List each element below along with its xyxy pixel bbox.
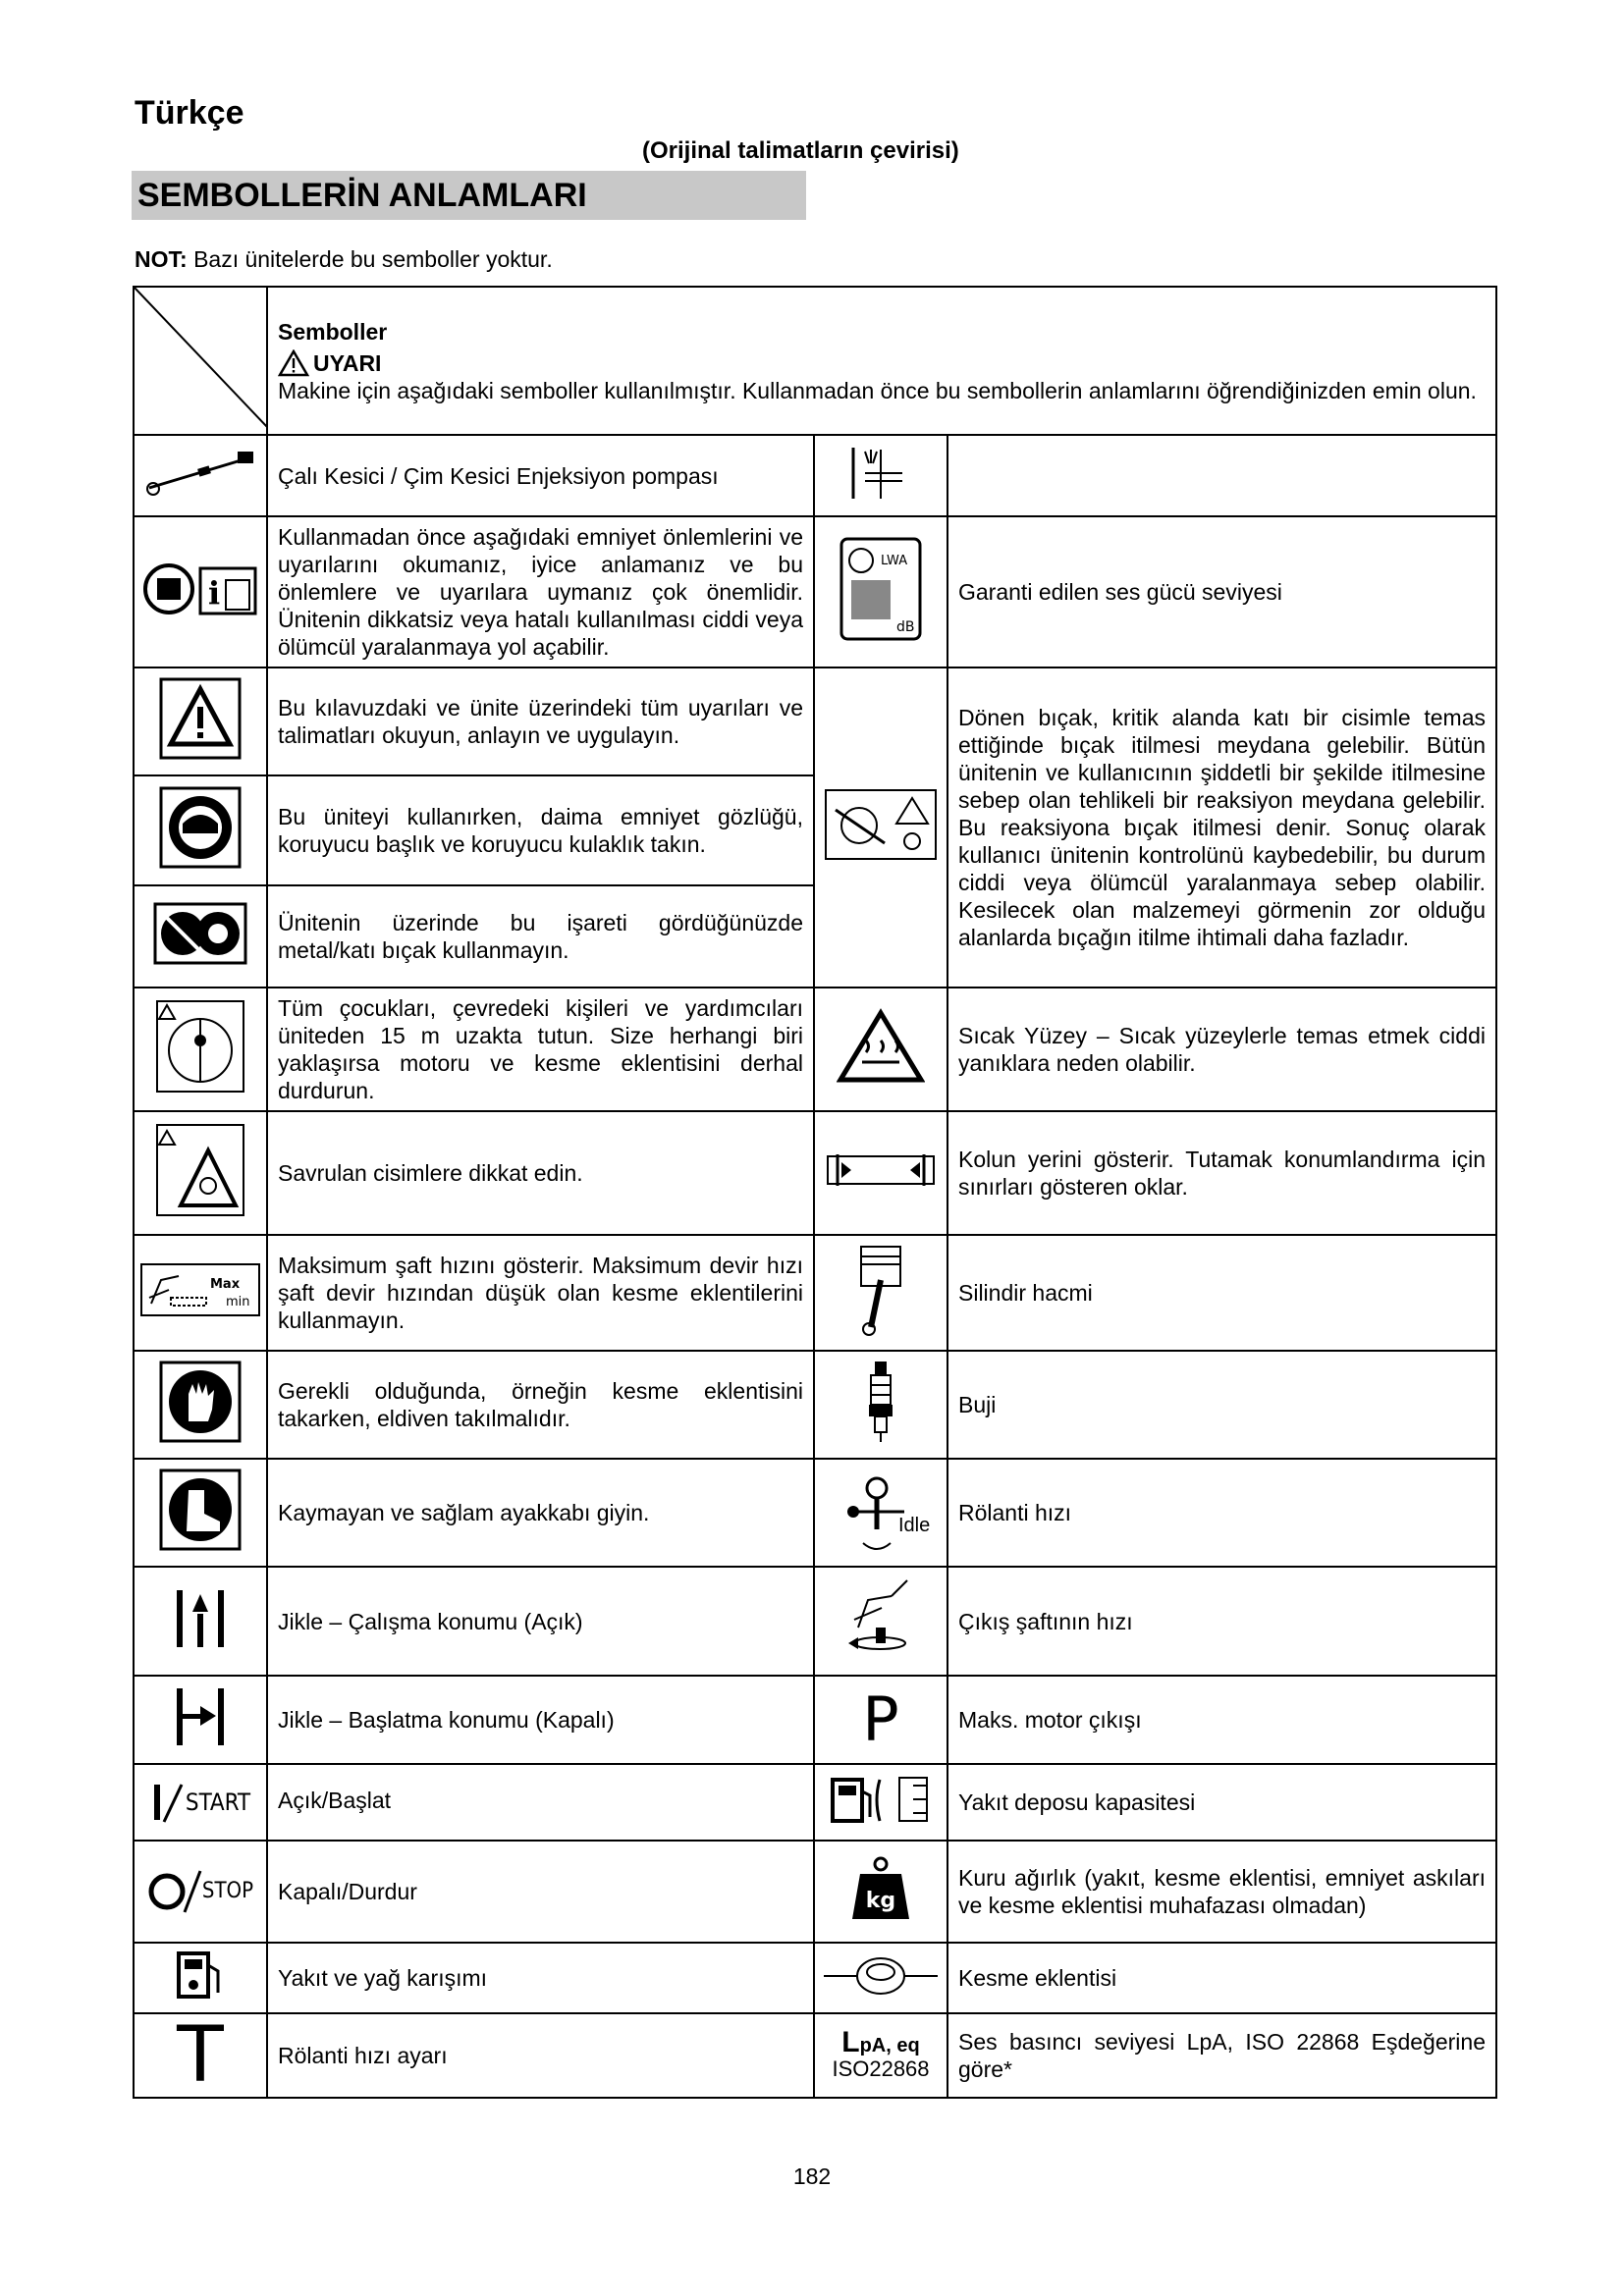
table-row (134, 1459, 1496, 1567)
table-row (134, 1764, 1496, 1841)
symbol-desc: Kesme eklentisi (947, 1943, 1496, 2013)
symbol-desc: Yakıt ve yağ karışımı (267, 1943, 814, 2013)
t-icon: T (177, 2011, 224, 2100)
db-label: dB (896, 619, 915, 635)
table-row (134, 988, 1496, 1111)
max-shaft-speed-icon (139, 1260, 261, 1319)
cylinder-volume-icon (851, 1241, 910, 1339)
fuel-tank-capacity-icon (827, 1772, 935, 1827)
min-label: min (226, 1295, 250, 1309)
spark-plug-icon (861, 1358, 900, 1446)
idle-label: Idle (898, 1515, 931, 1536)
handle-position-icon (824, 1150, 938, 1190)
table-row (134, 1676, 1496, 1764)
symbol-desc: Savrulan cisimlere dikkat edin. (267, 1111, 814, 1235)
table-row (134, 1943, 1496, 2013)
table-row (134, 1111, 1496, 1235)
symbol-desc: Kapalı/Durdur (267, 1841, 814, 1943)
table-row (134, 1235, 1496, 1351)
symbol-desc: Ses basıncı seviyesi LpA, ISO 22868 Eşdeğerine göre* (947, 2013, 1496, 2098)
lpa-l: L (841, 2025, 860, 2058)
symbol-desc: Jikle – Çalışma konumu (Açık) (267, 1567, 814, 1676)
symbol-desc (947, 435, 1496, 516)
header-diagonal-cell (134, 287, 267, 435)
section-title: SEMBOLLERİN ANLAMLARI (132, 171, 806, 220)
symbol-desc: Kullanmadan önce aşağıdaki emniyet önlemlerini ve uyarılarını okumanız, iyice anlamanız ve bu önlemlere ve uyarılara uymanız çok önemlidir. Ünitenin dikkatsiz veya hatalı kullanılması ciddi veya ölümcül yaralanmaya yol açabilir. (267, 516, 814, 667)
symbol-desc: Rölanti hızı (947, 1459, 1496, 1567)
stop-icon (147, 1867, 253, 1916)
symbol-desc: Tüm çocukları, çevredeki kişileri ve yardımcıları üniteden 15 m uzakta tutun. Size herhangi biri yaklaşırsa motoru ve kesme eklentisini derhal durdurun. (267, 988, 814, 1111)
symbol-desc: Gerekli olduğunda, örneğin kesme eklentisini takarken, eldiven takılmalıdır. (267, 1351, 814, 1459)
warning-line (278, 349, 1486, 377)
symbol-desc: Jikle – Başlatma konumu (Kapalı) (267, 1676, 814, 1764)
off-switch-icon (147, 1867, 202, 1916)
kg-label: kg (865, 1889, 896, 1913)
thrown-objects-icon (153, 1121, 247, 1219)
symbol-desc: Silindir hacmi (947, 1235, 1496, 1351)
symbol-desc: Kolun yerini gösterir. Tutamak konumlandırma için sınırları gösteren oklar. (947, 1111, 1496, 1235)
lwa-label: LWA (881, 554, 908, 568)
start-label: START (185, 1789, 251, 1816)
symbol-desc: Dönen bıçak, kritik alanda katı bir cisimle temas ettiğinde bıçak itilmesi meydana gelebilir. Bütün ünitenin ve kullanıcının şiddetli bir şekilde itilmesine sebep olan tehlikeli bir reaksiyon meydana gelebilir. Bu reaksiyona bıçak itilmesi denir. Sonuç olarak kullanıcı ünitenin kontrolünü kaybedebilir, bu durum ciddi veya ölümcül yaralanmaya sebep olabilir. Kesilecek olan malzemeyi görmenin zor olduğu alanlarda bıçağın itilme ihtimali daha fazladır. (947, 667, 1496, 988)
sound-power-icon (834, 535, 928, 643)
page-number: 182 (792, 2163, 832, 2189)
svg-text:i: i (208, 574, 221, 612)
symbol-desc: Kaymayan ve sağlam ayakkabı giyin. (267, 1459, 814, 1567)
symbol-desc: Garanti edilen ses gücü seviyesi (947, 516, 1496, 667)
header-title: Semboller (278, 318, 388, 345)
dry-weight-icon (846, 1854, 915, 1923)
safety-boots-icon (159, 1468, 242, 1551)
symbol-desc: Çalı Kesici / Çim Kesici Enjeksiyon pompası (267, 435, 814, 516)
table-row (134, 516, 1496, 667)
header-text: Makine için aşağıdaki semboller kullanılmıştır. Kullanmadan önce bu sembollerin anlamlarını öğrendiğinizden emin olun. (278, 377, 1477, 403)
table-row (134, 1351, 1496, 1459)
note-label: NOT: (135, 246, 188, 272)
table-row (134, 1841, 1496, 1943)
symbol-desc: Kuru ağırlık (yakıt, kesme eklentisi, emniyet askıları ve kesme eklentisi muhafazası olmadan) (947, 1841, 1496, 1943)
cutting-attachment-icon (820, 1950, 942, 2000)
table-row (134, 435, 1496, 516)
symbol-desc: Ünitenin üzerinde bu işareti gördüğünüzde metal/katı bıçak kullanmayın. (267, 885, 814, 988)
protective-gear-icon (159, 786, 242, 869)
kickback-icon (822, 780, 940, 869)
no-metal-blade-icon (153, 902, 247, 965)
symbol-desc: Bu üniteyi kullanırken, daima emniyet gözlüğü, koruyucu başlık ve koruyucu kulaklık takın. (267, 775, 814, 885)
symbol-desc: Açık/Başlat (267, 1764, 814, 1841)
header-text-cell (267, 287, 1496, 435)
brush-cutter-icon (139, 444, 261, 503)
idle-speed-icon (820, 1463, 942, 1557)
injection-pump-icon (841, 442, 920, 505)
output-shaft-speed-icon (837, 1575, 925, 1663)
gloves-icon (159, 1361, 242, 1443)
p-icon: P (862, 1683, 899, 1755)
table-row (134, 667, 1496, 775)
symbol-desc: Buji (947, 1351, 1496, 1459)
fuel-oil-mixture-icon (173, 1948, 228, 2002)
symbol-desc: Rölanti hızı ayarı (267, 2013, 814, 2098)
choke-open-icon (171, 1584, 230, 1653)
symbols-table (133, 286, 1497, 2099)
symbol-desc: Yakıt deposu kapasitesi (947, 1764, 1496, 1841)
lpa-icon (815, 2025, 947, 2058)
symbol-desc: Bu kılavuzdaki ve ünite üzerindeki tüm uyarıları ve talimatları okuyun, anlayın ve uygulayın. (267, 667, 814, 775)
warning-triangle-icon (278, 349, 309, 377)
stop-label: STOP (201, 1879, 254, 1903)
choke-closed-icon (171, 1682, 230, 1751)
iso-label: ISO22868 (832, 2056, 930, 2081)
symbol-desc: Maks. motor çıkışı (947, 1676, 1496, 1764)
note (135, 246, 553, 273)
read-manual-icon (139, 555, 261, 623)
symbol-desc: Maksimum şaft hızını gösterir. Maksimum devir hızı şaft devir hızından düşük olan kesme eklentilerini kullanmayın. (267, 1235, 814, 1351)
symbol-desc: Çıkış şaftının hızı (947, 1567, 1496, 1676)
language-heading: Türkçe (135, 94, 244, 132)
keep-distance-icon (153, 997, 247, 1095)
on-switch-icon (150, 1781, 186, 1824)
warning-label: UYARI (313, 349, 382, 376)
start-icon (150, 1781, 250, 1824)
lpa-sub: pA, eq (859, 2034, 920, 2056)
table-row (134, 1567, 1496, 1676)
hot-surface-icon (837, 1007, 925, 1086)
table-row (134, 287, 1496, 435)
note-text: Bazı ünitelerde bu semboller yoktur. (193, 246, 553, 272)
subtitle: (Orijinal talimatların çevirisi) (642, 137, 959, 164)
max-label: Max (210, 1277, 241, 1292)
table-row (134, 2013, 1496, 2098)
diagonal-line-icon (135, 288, 268, 428)
warning-sign-icon (159, 677, 242, 760)
symbol-desc: Sıcak Yüzey – Sıcak yüzeylerle temas etmek ciddi yanıklara neden olabilir. (947, 988, 1496, 1111)
